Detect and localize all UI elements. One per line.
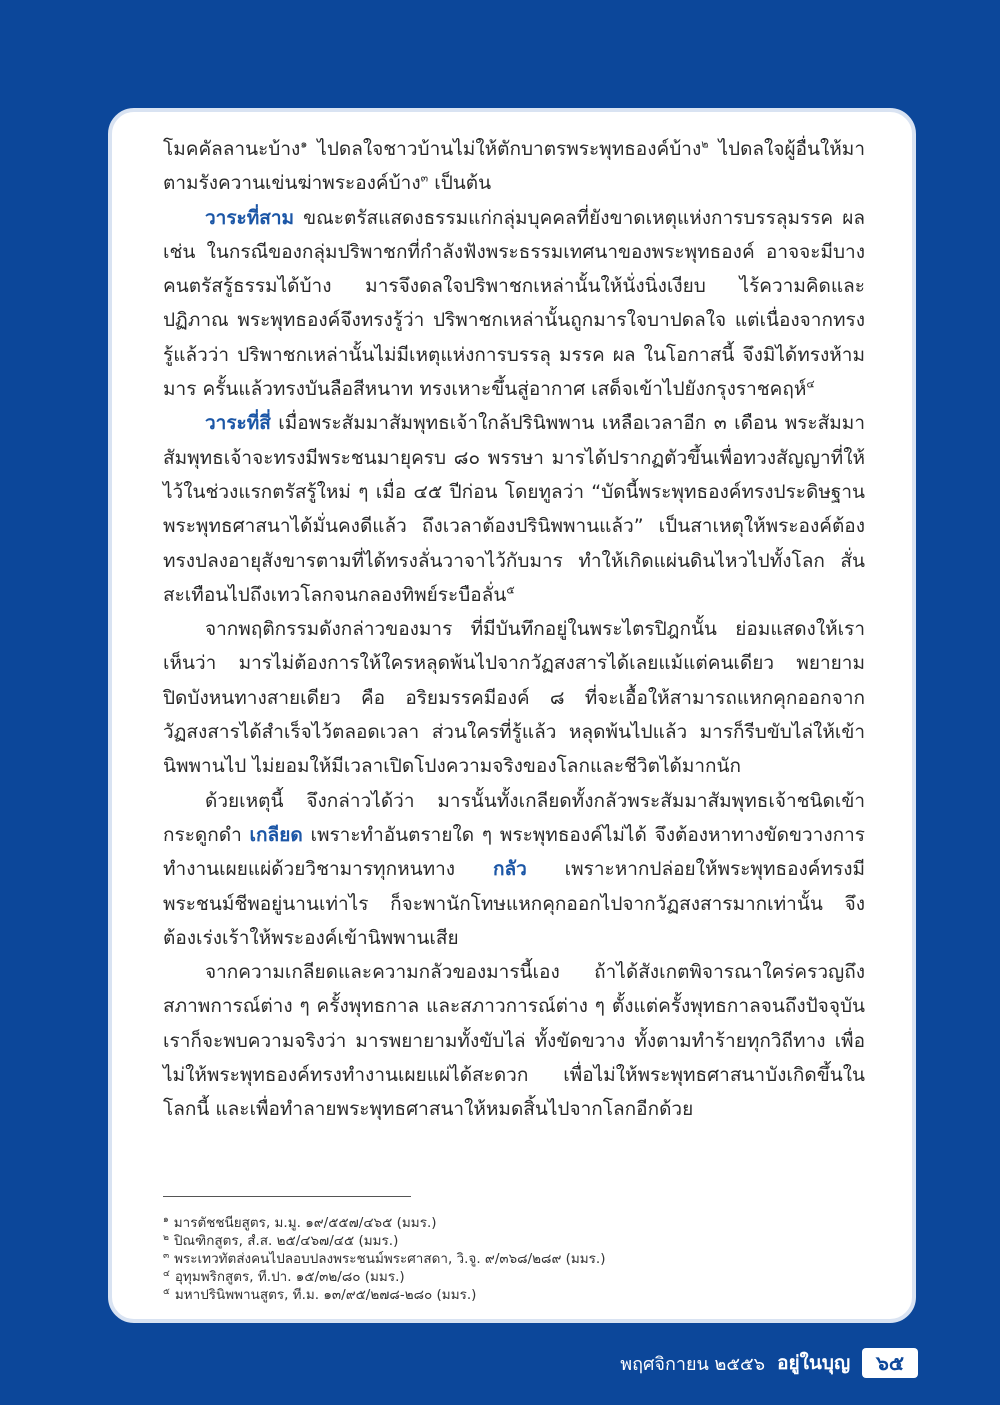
paragraph-4: จากพฤติกรรมดังกล่าวของมาร ที่มีบันทึกอยู่ในพระไตรปิฎกนั้น ย่อมแสดงให้เราเห็นว่า มารไม่ต้องการให้ใครหลุดพ้นไปจากวัฏสงสารได้เลยแม้แต่คนเดียว พยายามปิดบังหนทางสายเดียว คือ อริยมรรคมีองค์ ๘ ที่จะเอื้อให้สามารถแหกคุกออกจากวัฏสงสารได้สำเร็จไว้ตลอดเวลา ส่วนใครที่รู้แล้ว หลุดพ้นไปแล้ว มารก็รีบขับไล่ให้เข้านิพพานไป ไม่ยอมให้มีเวลาเปิดโปงความจริงของโลกและชีวิตได้มากนัก — [163, 618, 865, 778]
footnote-ref-1: ๑ — [300, 137, 308, 151]
text-run: เมื่อพระสัมมาสัมพุทธเจ้าใกล้ปรินิพพาน เหลือเวลาอีก ๓ เดือน พระสัมมาสัมพุทธเจ้าจะทรงมีพระชนมายุครบ ๘๐ พรรษา มารได้ปรากฏตัวขึ้นเพื่อทวงสัญญาที่ให้ไว้ในช่วงแรกตรัสรู้ใหม่ ๆ เมื่อ ๔๕ ปีก่อน โดยทูลว่า “บัดนี้พระพุทธองค์ทรงประดิษฐานพระพุทธศาสนาได้มั่นคงดีแล้ว ถึงเวลาต้องปรินิพพานแล้ว” เป็นสาเหตุให้พระองค์ต้องทรงปลงอายุสังขารตามที่ได้ทรงลั่นวาจาไว้กับมาร ทำให้เกิดแผ่นดินไหวไปทั้งโลก สั่นสะเทือนไปถึงเทวโลกจนกลองทิพย์ระบือลั่น — [163, 412, 865, 606]
paragraph-6: จากความเกลียดและความกลัวของมารนี้เอง ถ้าได้สังเกตพิจารณาใคร่ครวญถึงสภาพการณ์ต่าง ๆ ครั้งพุทธกาล และสภาวการณ์ต่าง ๆ ตั้งแต่ครั้งพุทธกาลจนถึงปัจจุบัน เราก็จะพบความจริงว่า มารพยายามทั้งขับไล่ ทั้งขัดขวาง ทั้งตามทำร้ายทุกวิถีทาง เพื่อไม่ให้พระพุทธองค์ทรงทำงานเผยแผ่ได้สะดวก เพื่อไม่ให้พระพุทธศาสนาบังเกิดขึ้นในโลกนี้ และเพื่อทำลายพระพุทธศาสนาให้หมดสิ้นไปจากโลกอีกด้วย — [163, 961, 865, 1121]
paragraph-2 — [163, 201, 865, 407]
footnote-mark: ๕ — [163, 1286, 170, 1297]
footnote-text: มหาปรินิพพานสูตร, ที.ม. ๑๓/๙๕/๒๗๘-๒๘๐ (มมร.) — [174, 1287, 477, 1303]
text-run: ไปดลใจชาวบ้านไม่ให้ตักบาตรพระพุทธองค์บ้าง — [307, 138, 702, 160]
footnote-ref-2: ๒ — [701, 137, 709, 151]
footnote-text: ปิณฑิกสูตร, สํ.ส. ๒๕/๔๖๗/๔๕ (มมร.) — [173, 1233, 399, 1249]
footnote-4 — [163, 1268, 865, 1286]
footnote-divider — [163, 1196, 411, 1197]
magazine-title: อยู่ในบุญ — [777, 1352, 851, 1374]
page-footer — [620, 1346, 918, 1380]
text-run: เป็นต้น — [428, 172, 492, 195]
text-run: ขณะตรัสแสดงธรรมแก่กลุ่มบุคคลที่ยังขาดเหตุแห่งการบรรลุมรรค ผล เช่น ในกรณีของกลุ่มปริพาชกที่กำลังฟังพระธรรมเทศนาของพระพุทธองค์ อาจจะมีบางคนตรัสรู้ธรรมได้บ้าง มารจึงดลใจปริพาชกเหล่านั้นให้นั่งนิ่งเงียบ ไร้ความคิดและปฏิภาณ พระพุทธองค์จึงทรงรู้ว่า ปริพาชกเหล่านั้นถูกมารใจบาปดลใจ แต่เนื่องจากทรงรู้แล้วว่า ปริพาชกเหล่านั้นไม่มีเหตุแห่งการบรรลุ มรรค ผล ในโอกาสนี้ จึงมิได้ทรงห้ามมาร ครั้นแล้วทรงบันลือสีหนาท ทรงเหาะขึ้นสู่อากาศ เสด็จเข้าไปยังกรุงราชคฤห์ — [163, 206, 865, 401]
text-run: เพราะทำอันตรายใด ๆ พระพุทธองค์ไม่ได้ จึงต้องหาทางขัดขวางการทำงานเผยแผ่ด้วยวิชามารทุกหนทาง — [163, 823, 865, 881]
text-run: โมคคัลลานะบ้าง — [163, 138, 301, 160]
highlight-term: วาระที่สี่ — [205, 412, 271, 435]
highlight-term: วาระที่สาม — [205, 206, 295, 229]
footnote-2 — [163, 1232, 865, 1250]
footnote-5 — [163, 1286, 865, 1304]
paragraph-1 — [163, 132, 865, 201]
footnote-ref-4: ๔ — [806, 377, 815, 391]
page-number: ๖๕ — [862, 1348, 918, 1378]
article-body — [163, 132, 865, 1127]
issue-date: พฤศจิกายน ๒๕๕๖ — [620, 1353, 766, 1375]
paragraph-3 — [163, 406, 865, 612]
footnote-1 — [163, 1214, 865, 1232]
footnote-ref-3: ๓ — [420, 171, 429, 185]
text-run: เพราะหากปล่อยให้พระพุทธองค์ทรงมีพระชนม์ชีพอยู่นานเท่าไร ก็จะพานักโทษแหกคุกออกไปจากวัฏสงสารมากเท่านั้น จึงต้องเร่งเร้าให้พระองค์เข้านิพพานเสีย — [163, 858, 865, 949]
paragraph-5 — [163, 784, 865, 955]
footnote-mark: ๒ — [163, 1232, 169, 1243]
footnotes — [163, 1214, 865, 1304]
highlight-term: กลัว — [492, 858, 527, 881]
footnote-mark: ๔ — [163, 1268, 170, 1279]
highlight-term: เกลียด — [249, 823, 303, 846]
footnote-text: มารตัชชนียสูตร, ม.มู. ๑๙/๕๕๗/๔๖๕ (มมร.) — [173, 1215, 437, 1231]
footnote-3 — [163, 1250, 865, 1268]
text-run: ไปดลใจผู้อื่นให้มาตามรังควานเข่นฆ่าพระองค์บ้าง — [163, 138, 865, 195]
footnote-text: อุทุมพริกสูตร, ที.ปา. ๑๕/๓๒/๘๐ (มมร.) — [174, 1269, 405, 1285]
text-run: ด้วยเหตุนี้ จึงกล่าวได้ว่า มารนั้นทั้งเกลียดทั้งกลัวพระสัมมาสัมพุทธเจ้าชนิดเข้ากระดูกดำ — [163, 789, 865, 846]
footnote-mark: ๓ — [163, 1250, 170, 1261]
footnote-text: พระเทวทัตส่งคนไปลอบปลงพระชนม์พระศาสดา, วิ.จู. ๙/๓๖๘/๒๘๙ (มมร.) — [174, 1251, 606, 1267]
footnote-mark: ๑ — [163, 1214, 169, 1225]
footnote-ref-5: ๕ — [506, 583, 515, 597]
